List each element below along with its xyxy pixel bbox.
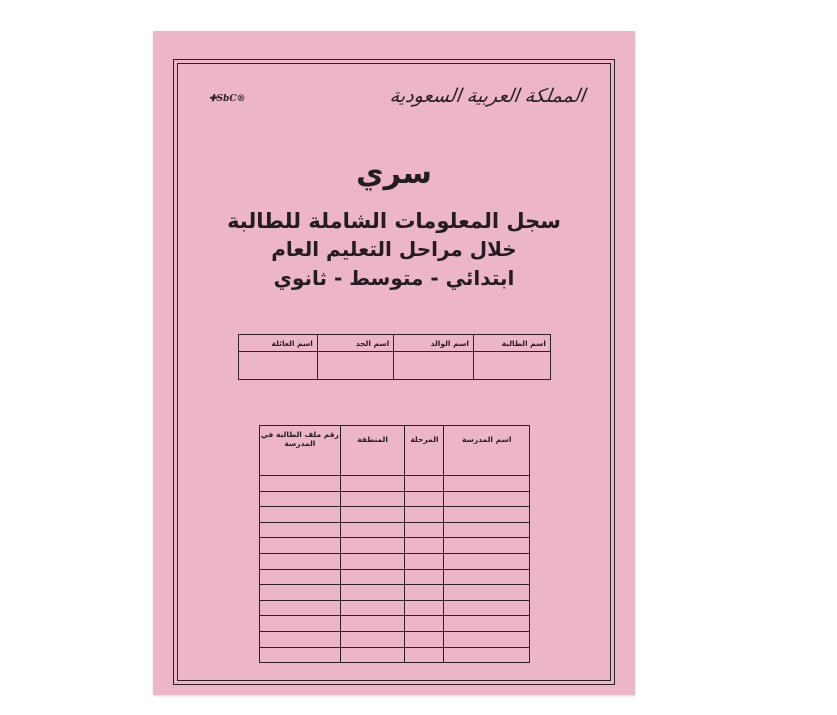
table-row	[260, 507, 530, 523]
kingdom-name: المملكة العربية السعودية	[388, 85, 587, 107]
folder-cover	[153, 31, 635, 695]
table-row	[260, 600, 530, 616]
table-row	[260, 522, 530, 538]
table-row	[260, 631, 530, 647]
table-row	[239, 352, 551, 380]
table-row	[260, 553, 530, 569]
record-title: سجل المعلومات الشاملة للطالبة	[227, 209, 561, 233]
family-name-header: اسم العائلة	[239, 335, 318, 352]
publisher-logo: ✚SbC®	[209, 94, 246, 104]
family-name-field[interactable]	[239, 352, 318, 380]
record-subtitle: خلال مراحل التعليم العام	[271, 237, 517, 261]
stage-header: المرحلة	[405, 426, 444, 476]
student-name-table	[238, 334, 551, 380]
region-header: المنطقة	[340, 426, 405, 476]
table-row	[260, 647, 530, 663]
table-header-row	[260, 426, 530, 476]
school-history-table	[259, 425, 530, 663]
table-row	[260, 538, 530, 554]
table-row	[260, 491, 530, 507]
stages-line: ابتدائي - متوسط - ثانوي	[273, 266, 515, 290]
student-name-field[interactable]	[473, 352, 550, 380]
file-number-header: رقم ملف الطالبة في المدرسة	[260, 426, 341, 476]
father-name-field[interactable]	[394, 352, 474, 380]
table-row	[260, 616, 530, 632]
grandfather-name-header: اسم الجد	[317, 335, 394, 352]
grandfather-name-field[interactable]	[317, 352, 394, 380]
table-header-row	[239, 335, 551, 352]
table-row	[260, 569, 530, 585]
student-name-header: اسم الطالبة	[473, 335, 550, 352]
table-row	[260, 585, 530, 601]
father-name-header: اسم الوالد	[394, 335, 474, 352]
table-row	[260, 476, 530, 492]
secret-title: سري	[356, 156, 432, 191]
school-name-header: اسم المدرسة	[444, 426, 530, 476]
